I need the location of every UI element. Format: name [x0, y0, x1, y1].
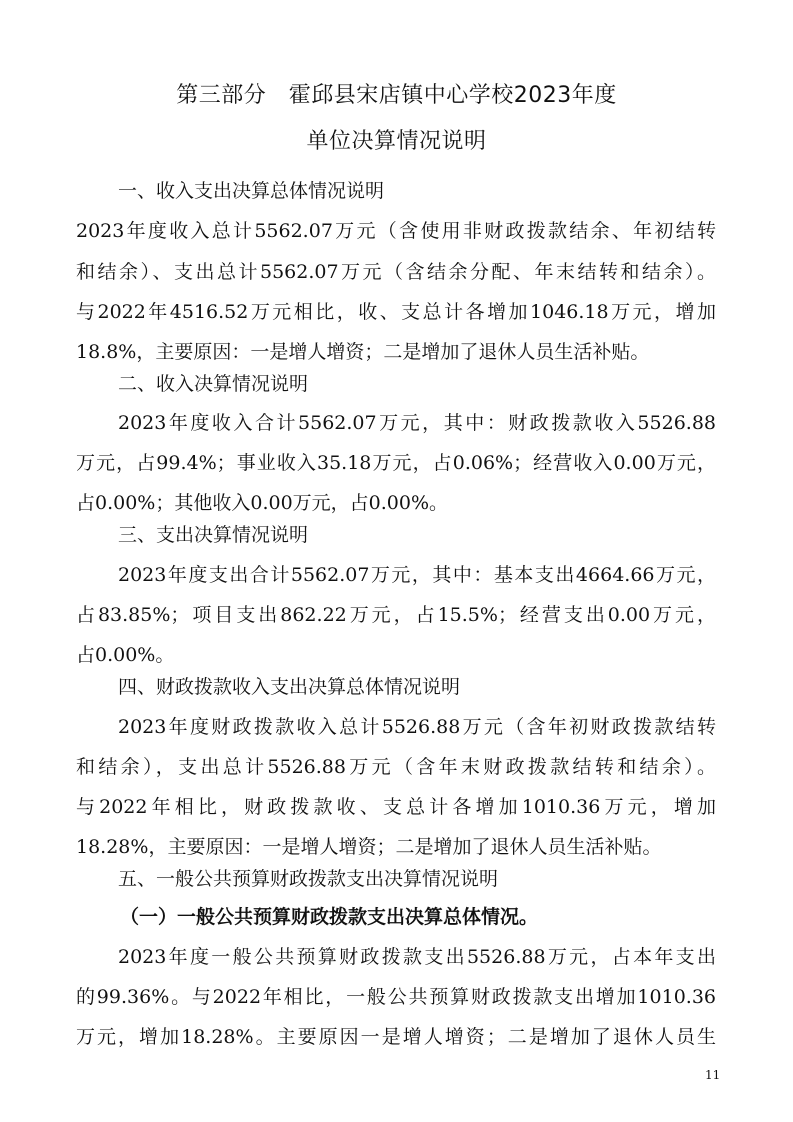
- section-4-line-3: 与2022年相比，财政拨款收、支总计各增加1010.36万元，增加: [76, 796, 716, 818]
- section-1-line-2: 和结余）、支出总计5562.07万元（含结余分配、年末结转和结余）。: [76, 261, 716, 283]
- section-2-line-3: 占0.00%；其他收入0.00万元，占0.00%。: [76, 492, 449, 514]
- section-2-line-1: 2023年度收入合计5562.07万元，其中：财政拨款收入5526.88: [118, 412, 716, 434]
- section-1-line-1: 2023年度收入总计5562.07万元（含使用非财政拨款结余、年初结转: [76, 220, 716, 242]
- section-5-line-2: 的99.36%。与2022年相比，一般公共预算财政拨款支出增加1010.36: [76, 986, 716, 1008]
- section-5-line-3: 万元，增加18.28%。主要原因一是增人增资；二是增加了退休人员生: [76, 1026, 716, 1048]
- section-5-heading: 五、一般公共预算财政拨款支出决算情况说明: [118, 868, 499, 890]
- document-title-line2: 单位决算情况说明: [306, 129, 487, 154]
- section-3-line-3: 占0.00%。: [76, 644, 175, 666]
- section-5-line-1: 2023年度一般公共预算财政拨款支出5526.88万元，占本年支出: [118, 946, 716, 968]
- section-1-line-4: 18.8%，主要原因：一是增人增资；二是增加了退休人员生活补贴。: [76, 341, 650, 363]
- section-4-line-1: 2023年度财政拨款收入总计5526.88万元（含年初财政拨款结转: [118, 716, 716, 738]
- section-5-subheading: （一）一般公共预算财政拨款支出决算总体情况。: [120, 906, 539, 928]
- section-3-line-1: 2023年度支出合计5562.07万元，其中：基本支出4664.66万元，: [118, 564, 716, 586]
- section-1-line-3: 与2022年4516.52万元相比，收、支总计各增加1046.18万元，增加: [76, 301, 716, 323]
- section-4-heading: 四、财政拨款收入支出决算总体情况说明: [118, 676, 461, 698]
- section-4-line-4: 18.28%，主要原因：一是增人增资；二是增加了退休人员生活补贴。: [76, 836, 662, 858]
- section-4-line-2: 和结余），支出总计5526.88万元（含年末财政拨款结转和结余）。: [76, 756, 716, 778]
- section-1-heading: 一、收入支出决算总体情况说明: [118, 180, 385, 202]
- section-2-line-2: 万元，占99.4%；事业收入35.18万元，占0.06%；经营收入0.00万元，: [76, 452, 716, 474]
- document-title-line1: 第三部分 霍邱县宋店镇中心学校2023年度: [176, 83, 617, 108]
- section-3-line-2: 占83.85%；项目支出862.22万元，占15.5%；经营支出0.00万元，: [76, 604, 716, 626]
- section-3-heading: 三、支出决算情况说明: [118, 524, 309, 546]
- section-2-heading: 二、收入决算情况说明: [118, 373, 309, 395]
- page-number: 11: [705, 1068, 721, 1082]
